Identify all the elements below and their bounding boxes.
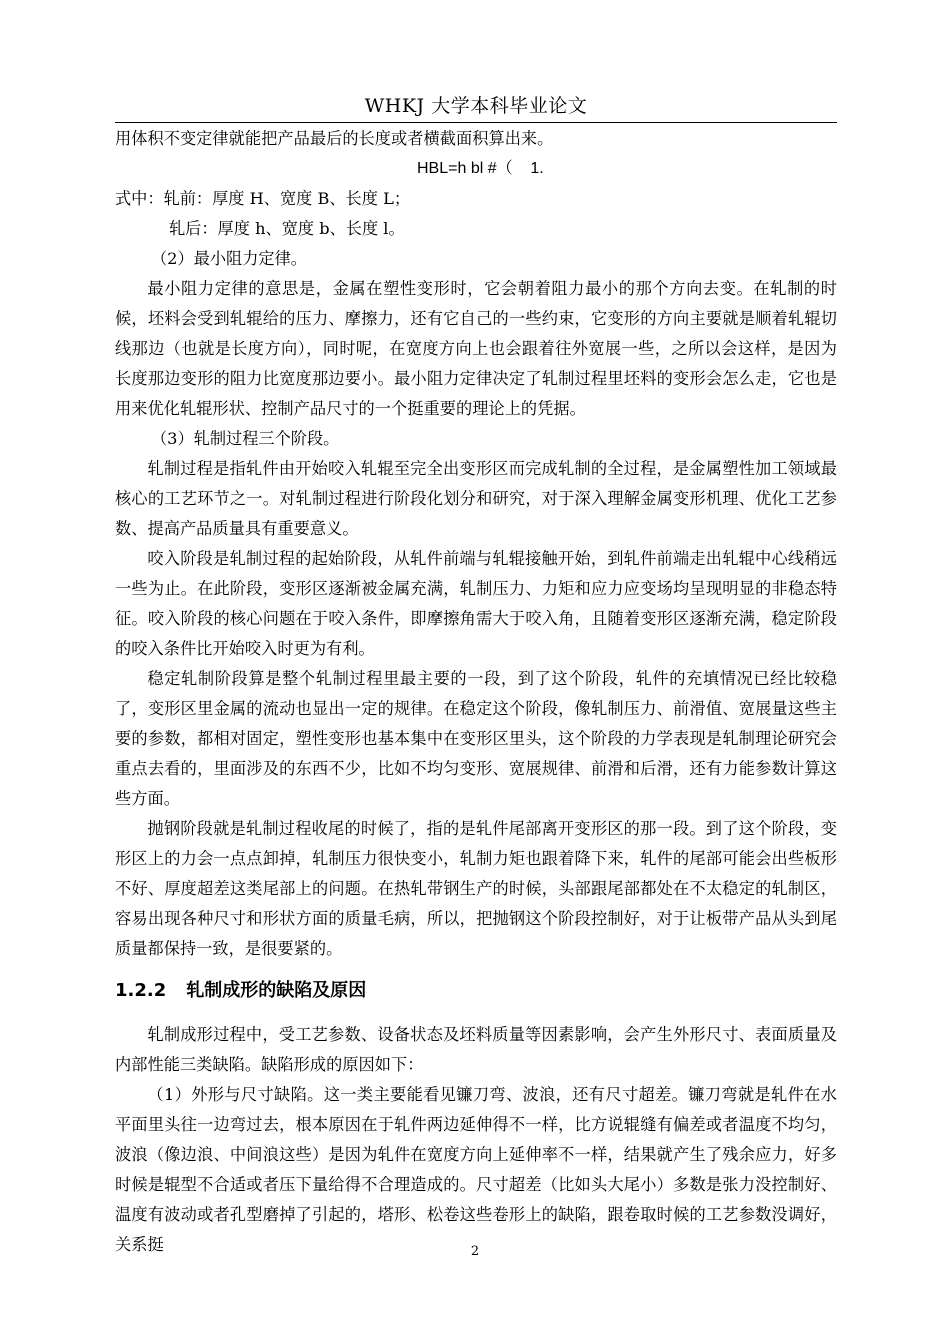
paragraph: 用体积不变定律就能把产品最后的长度或者横截面积算出来。 — [115, 129, 554, 148]
header-title: WHKJ 大学本科毕业论文 — [364, 95, 588, 117]
paragraph: 稳定轧制阶段算是整个轧制过程里最主要的一段，到了这个阶段，轧件的充填情况已经比较稳了，变形区里金属的流动也显出一定的规律。在稳定这个阶段，像轧制压力、前滑值、宽展量这些主要的参数，都相对固定，塑性变形也基本集中在变形区里头，这个阶段的力学表现是轧制理论研究会重点去看的，里面涉及的东西不少，比如不均匀变形、宽展规律、前滑和后滑，还有力能参数计算这些方面。 — [115, 669, 837, 808]
page-header — [115, 92, 837, 123]
section-number: 1.2.2 — [115, 980, 167, 1001]
paragraph: 轧制成形过程中，受工艺参数、设备状态及坯料质量等因素影响，会产生外形尺寸、表面质量及内部性能三类缺陷。缺陷形成的原因如下： — [115, 1025, 837, 1074]
paragraph: （1）外形与尺寸缺陷。这一类主要能看见镰刀弯、波浪，还有尺寸超差。镰刀弯就是轧件在水平面里头往一边弯过去，根本原因在于轧件两边延伸得不一样，比方说辊缝有偏差或者温度不均匀，波浪（像边浪、中间浪这些）是因为轧件在宽度方向上延伸率不一样，结果就产生了残余应力，好多时候是辊型不合适或者压下量给得不合理造成的。尺寸超差（比如头大尾小）多数是张力没控制好、温度有波动或者孔型磨掉了引起的，塔形、松卷这些卷形上的缺陷，跟卷取时候的工艺参数没调好，关系挺 — [115, 1085, 837, 1254]
section-heading — [115, 976, 837, 1006]
paragraph: 咬入阶段是轧制过程的起始阶段，从轧件前端与轧辊接触开始，到轧件前端走出轧辊中心线稍远一些为止。在此阶段，变形区逐渐被金属充满，轧制压力、力矩和应力应变场均呈现明显的非稳态特征。咬入阶段的核心问题在于咬入条件，即摩擦角需大于咬入角，且随着变形区逐渐充满，稳定阶段的咬入条件比开始咬入时更为有利。 — [115, 549, 837, 658]
paragraph: 最小阻力定律的意思是，金属在塑性变形时，它会朝着阻力最小的那个方向去变。在轧制的时候，坯料会受到轧辊给的压力、摩擦力，还有它自己的一些约束，它变形的方向主要就是顺着轧辊切线那边（也就是长度方向），同时呢，在宽度方向上也会跟着往外宽展一些，之所以会这样，是因为长度那边变形的阻力比宽度那边要小。最小阻力定律决定了轧制过程里坯料的变形会怎么走，它也是用来优化轧辊形状、控制产品尺寸的一个挺重要的理论上的凭据。 — [115, 279, 837, 418]
formula: HBL=h bl #（ 1. — [417, 160, 544, 177]
definition-line: 式中：轧前：厚度 H、宽度 B、长度 L； — [115, 189, 411, 208]
section-title: 轧制成形的缺陷及原因 — [186, 980, 367, 1001]
subheading: （2）最小阻力定律。 — [151, 249, 307, 268]
document-body — [115, 124, 837, 1260]
paragraph: 轧制过程是指轧件由开始咬入轧辊至完全出变形区而完成轧制的全过程，是金属塑性加工领域最核心的工艺环节之一。对轧制过程进行阶段化划分和研究，对于深入理解金属变形机理、优化工艺参数、提高产品质量具有重要意义。 — [115, 459, 837, 538]
definition-line: 轧后：厚度 h、宽度 b、长度 l。 — [169, 219, 405, 238]
paragraph: 抛钢阶段就是轧制过程收尾的时候了，指的是轧件尾部离开变形区的那一段。到了这个阶段，变形区上的力会一点点卸掉，轧制压力很快变小，轧制力矩也跟着降下来，轧件的尾部可能会出些板形不好、厚度超差这类尾部上的问题。在热轧带钢生产的时候，头部跟尾部都处在不太稳定的轧制区，容易出现各种尺寸和形状方面的质量毛病，所以，把抛钢这个阶段控制好，对于让板带产品从头到尾质量都保持一致，是很要紧的。 — [115, 819, 837, 958]
page-number: 2 — [470, 1244, 480, 1259]
subheading: （3）轧制过程三个阶段。 — [151, 429, 340, 448]
